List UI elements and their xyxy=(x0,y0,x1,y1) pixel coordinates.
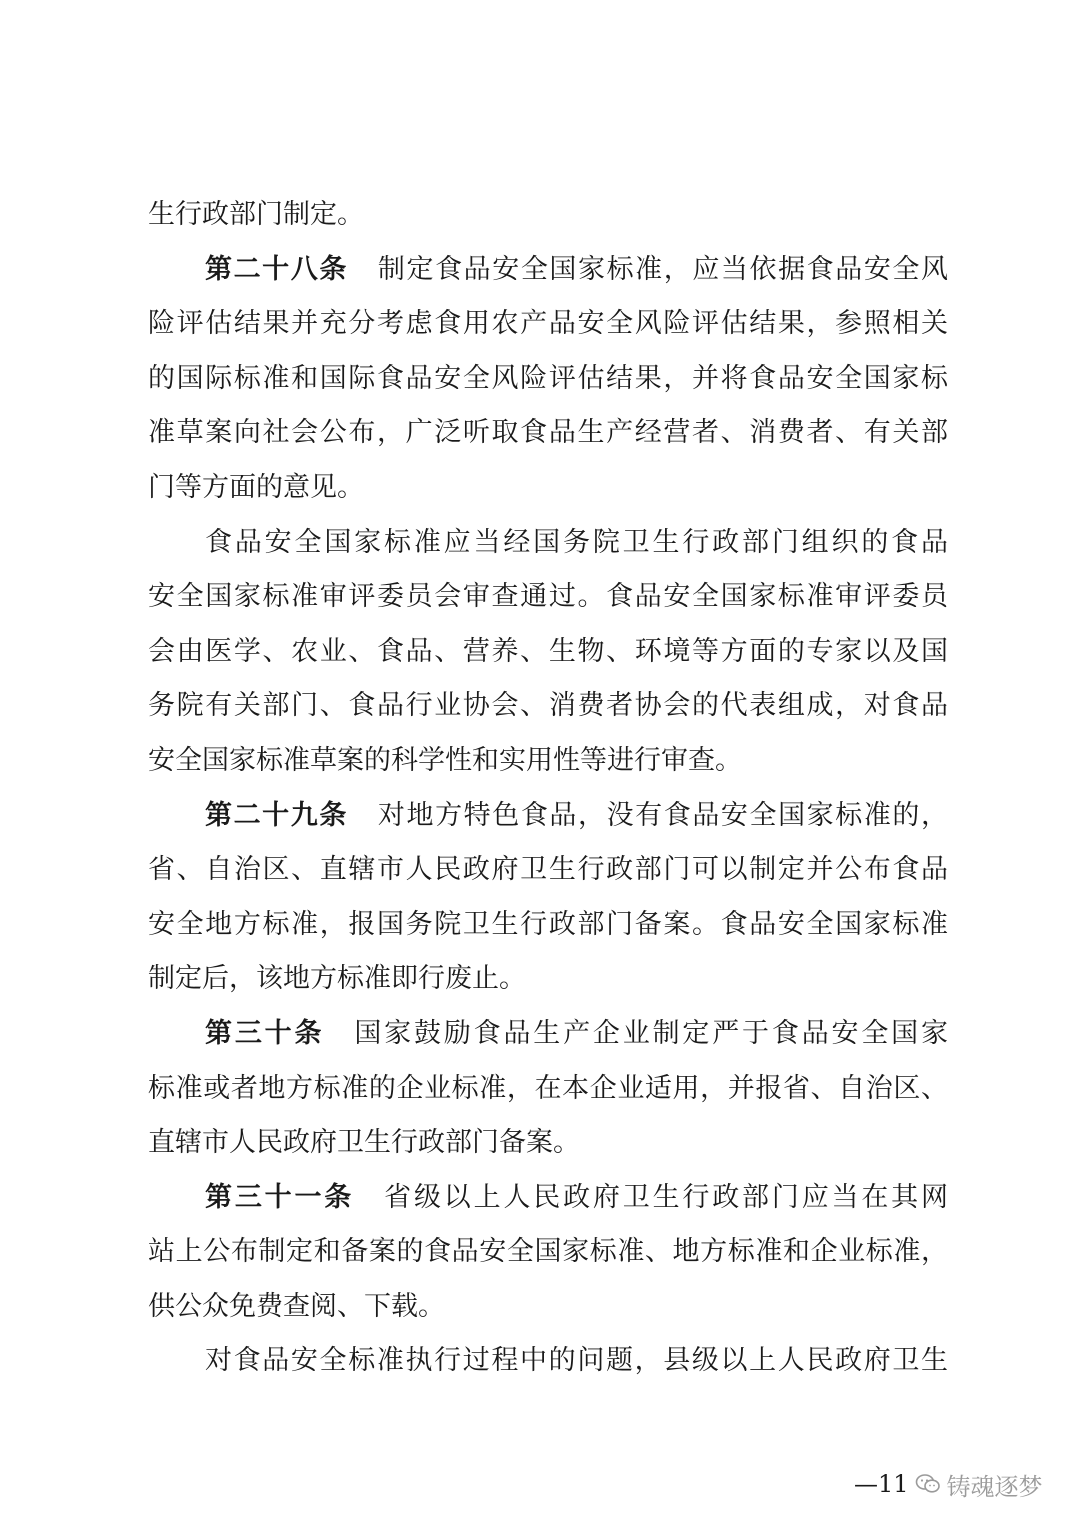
article-number: 第二十九条 xyxy=(205,799,348,831)
page-footer xyxy=(854,1464,1043,1504)
line-text: 险评估结果并充分考虑食用农产品安全风险评估结果，参照相关 xyxy=(148,308,948,340)
line-text: 制定后，该地方标准即行废止。 xyxy=(148,963,526,995)
article-line xyxy=(148,1171,948,1226)
text-line xyxy=(148,406,948,461)
line-text: 对食品安全标准执行过程中的问题，县级以上人民政府卫生 xyxy=(205,1345,948,1377)
text-line xyxy=(148,1116,948,1171)
line-text: 准草案向社会公布，广泛听取食品生产经营者、消费者、有关部 xyxy=(148,417,948,449)
article-number: 第三十一条 xyxy=(205,1181,355,1213)
line-text: 直辖市人民政府卫生行政部门备案。 xyxy=(148,1127,580,1159)
line-text: 食品安全国家标准应当经国务院卫生行政部门组织的食品 xyxy=(205,526,948,558)
line-text: 门等方面的意见。 xyxy=(148,471,364,503)
text-line xyxy=(148,898,948,953)
line-text: 生行政部门制定。 xyxy=(148,199,364,230)
wechat-icon xyxy=(915,1473,941,1495)
line-text: 省级以上人民政府卫生行政部门应当在其网 xyxy=(384,1181,948,1213)
watermark-text: 铸魂逐梦 xyxy=(946,1472,1043,1501)
line-text: 会由医学、农业、食品、营养、生物、环境等方面的专家以及国 xyxy=(148,635,948,667)
line-text: 供公众免费查阅、下载。 xyxy=(148,1290,445,1322)
watermark xyxy=(915,1467,1043,1502)
line-text: 对地方特色食品，没有食品安全国家标准的， xyxy=(377,799,948,831)
text-line xyxy=(148,1334,948,1389)
line-text: 国家鼓励食品生产企业制定严于食品安全国家 xyxy=(354,1017,948,1049)
article-line xyxy=(148,243,948,298)
article-number: 第三十条 xyxy=(205,1017,325,1049)
line-text: 安全国家标准审评委员会审查通过。食品安全国家标准审评委员 xyxy=(148,581,948,613)
article-number: 第二十八条 xyxy=(205,253,348,285)
article-line xyxy=(148,789,948,844)
text-line xyxy=(148,843,948,898)
text-line xyxy=(148,1062,948,1117)
text-line xyxy=(148,1225,948,1280)
line-text: 安全国家标准草案的科学性和实用性等进行审查。 xyxy=(148,744,742,776)
text-line xyxy=(148,1280,948,1335)
text-line xyxy=(148,570,948,625)
line-text: 标准或者地方标准的企业标准，在本企业适用，并报省、自治区、 xyxy=(148,1072,948,1104)
line-text: 安全地方标准，报国务院卫生行政部门备案。食品安全国家标准 xyxy=(148,908,948,940)
text-line xyxy=(148,352,948,407)
text-line xyxy=(148,188,948,243)
line-text: 制定食品安全国家标准，应当依据食品安全风 xyxy=(377,253,948,285)
text-line xyxy=(148,952,948,1007)
line-text: 站上公布制定和备案的食品安全国家标准、地方标准和企业标准， xyxy=(148,1236,948,1268)
text-line xyxy=(148,625,948,680)
text-line xyxy=(148,679,948,734)
text-line xyxy=(148,516,948,571)
line-text: 务院有关部门、食品行业协会、消费者协会的代表组成，对食品 xyxy=(148,690,948,722)
line-text: 省、自治区、直辖市人民政府卫生行政部门可以制定并公布食品 xyxy=(148,854,948,886)
page-number: —11 xyxy=(854,1470,909,1498)
line-text: 的国际标准和国际食品安全风险评估结果，并将食品安全国家标 xyxy=(148,362,948,394)
document-page xyxy=(148,188,948,1389)
text-line xyxy=(148,461,948,516)
article-line xyxy=(148,1007,948,1062)
text-line xyxy=(148,297,948,352)
text-line xyxy=(148,734,948,789)
